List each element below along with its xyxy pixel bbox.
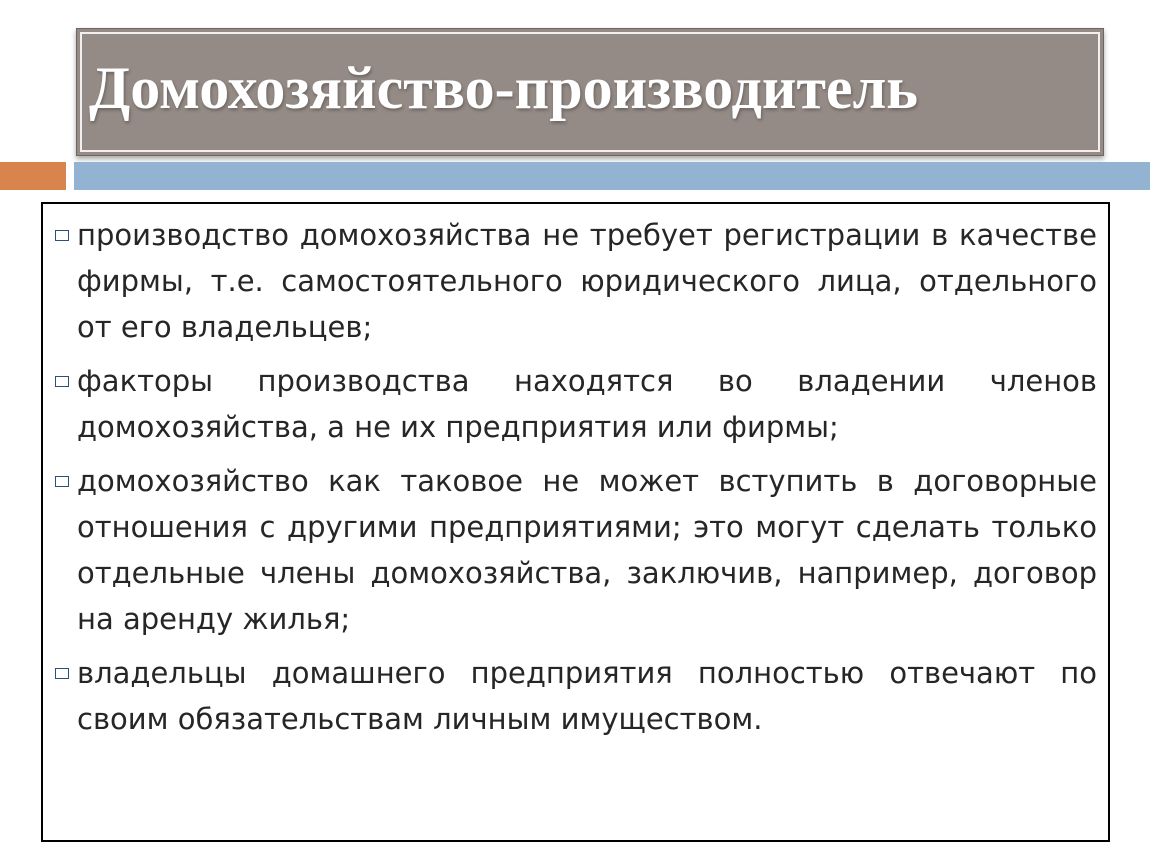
hollow-square-icon <box>55 230 69 241</box>
bullet-list <box>55 212 1097 750</box>
list-item <box>55 458 1097 642</box>
list-item-text: производство домохозяйства не требует регистрации в качестве фирмы, т.е. самостоятельного юридического лица, отдельного от его владельцев; <box>77 218 1097 344</box>
accent-bar-orange <box>0 162 66 190</box>
hollow-square-icon <box>55 476 69 487</box>
list-item <box>55 212 1097 350</box>
hollow-square-icon <box>55 668 69 679</box>
list-item-text: домохозяйство как таковое не может вступить в договорные отношения с другими предприятиями; это могут сделать только отдельные члены домохозяйства, заключив, например, договор на аренду жилья; <box>77 464 1097 636</box>
slide-title: Домохозяйство-производитель <box>89 55 918 121</box>
hollow-square-icon <box>55 376 69 387</box>
list-item-text: владельцы домашнего предприятия полностью отвечают по своим обязательствам личным имуществом. <box>77 656 1097 736</box>
title-banner <box>76 28 1104 156</box>
accent-bar-blue <box>74 162 1150 190</box>
content-frame <box>41 202 1110 842</box>
list-item-text: факторы производства находятся во владении членов домохозяйства, а не их предприятия или фирмы; <box>77 364 1097 444</box>
list-item <box>55 650 1097 742</box>
list-item <box>55 358 1097 450</box>
